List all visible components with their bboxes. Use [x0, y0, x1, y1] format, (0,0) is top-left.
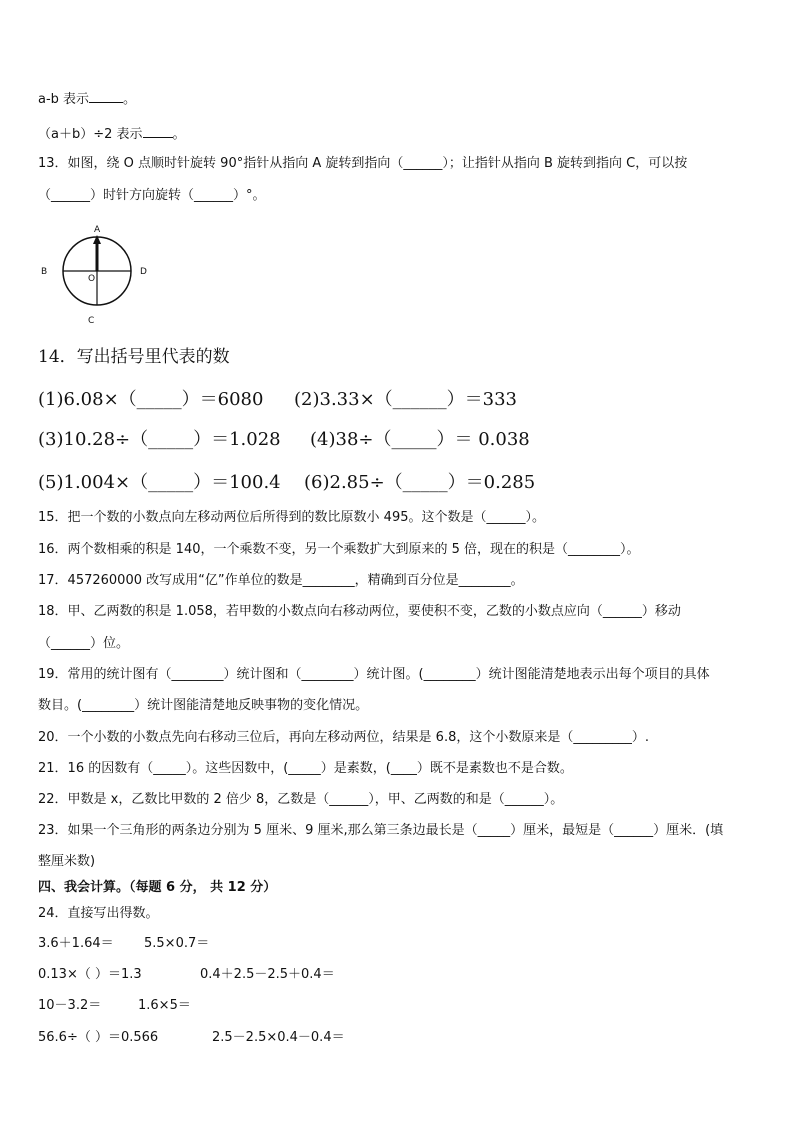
calc-1a: 3.6＋1.64＝ [38, 936, 114, 951]
line-a-minus-b [38, 90, 136, 108]
q14-eq3: (3)10.28÷（_____）＝1.028 [38, 429, 281, 450]
calc-1b: 5.5×0.7＝ [144, 936, 210, 951]
question-23-line2: 整厘米数) [38, 854, 96, 869]
question-23-line1: 23．如果一个三角形的两条边分别为 5 厘米、9 厘米,那么第三条边最长是（_____）厘米，最短是（______）厘米．(填 [38, 823, 724, 838]
question-19-line2: 数目。(________）统计图能清楚地反映事物的变化情况。 [38, 698, 369, 713]
question-20: 20．一个小数的小数点先向右移动三位后，再向左移动两位，结果是 6.8，这个小数原来是（_________）. [38, 730, 649, 745]
q14-eq2: (2)3.33×（______）＝333 [294, 389, 518, 410]
question-19-line1: 19．常用的统计图有（________）统计图和（________）统计图。(________）统计图能清楚地表示出每个项目的具体 [38, 667, 710, 682]
line-avg [38, 125, 186, 143]
answer-blank[interactable] [89, 90, 123, 103]
calc-2b: 0.4＋2.5－2.5＋0.4＝ [200, 967, 335, 982]
compass-diagram [38, 222, 158, 327]
q14-eq6: (6)2.85÷（_____）＝0.285 [304, 472, 536, 493]
q14-eq1: (1)6.08×（_____）＝6080 [38, 389, 264, 410]
question-14-title: 14．写出括号里代表的数 [38, 347, 230, 367]
answer-blank[interactable] [143, 125, 173, 138]
question-17: 17．457260000 改写成用“亿”作单位的数是________，精确到百分位是________。 [38, 573, 524, 588]
question-13-line2: （______）时针方向旋转（______）°。 [38, 188, 266, 203]
label-c: C [88, 316, 95, 326]
question-22: 22．甲数是 x，乙数比甲数的 2 倍少 8，乙数是（______），甲、乙两数的和是（______）。 [38, 792, 564, 807]
label-b: B [41, 267, 48, 277]
q14-eq5: (5)1.004×（_____）＝100.4 [38, 472, 281, 493]
question-24: 24．直接写出得数。 [38, 906, 159, 921]
question-18-line2: （______）位。 [38, 636, 130, 651]
q14-eq4: (4)38÷（_____）＝ 0.038 [310, 429, 530, 450]
calc-2a: 0.13×（ ）＝1.3 [38, 967, 142, 982]
line-end: 。 [123, 92, 137, 107]
calc-4a: 56.6÷（ ）＝0.566 [38, 1030, 159, 1045]
label-d: D [140, 267, 147, 277]
label-a: A [94, 225, 101, 235]
pointer-arrowhead-icon [93, 235, 101, 244]
line-end: 。 [172, 127, 186, 142]
section-4-heading: 四、我会计算。（每题 6 分， 共 12 分） [38, 880, 277, 895]
label-o: O [88, 274, 96, 284]
calc-4b: 2.5－2.5×0.4－0.4＝ [212, 1030, 345, 1045]
question-18-line1: 18．甲、乙两数的积是 1.058，若甲数的小数点向右移动两位，要使积不变，乙数的小数点应向（______）移动 [38, 604, 681, 619]
calc-3a: 10－3.2＝ [38, 998, 102, 1013]
question-16: 16．两个数相乘的积是 140，一个乘数不变，另一个乘数扩大到原来的 5 倍，现在的积是（________）。 [38, 542, 640, 557]
question-15: 15．把一个数的小数点向左移动两位后所得到的数比原数小 495。这个数是（______）。 [38, 510, 545, 525]
question-13-line1: 13．如图，绕 O 点顺时针旋转 90°指针从指向 A 旋转到指向（______）；让指针从指向 B 旋转到指向 C，可以按 [38, 156, 688, 171]
question-21: 21．16 的因数有（_____）。这些因数中，(_____）是素数，(____）既不是素数也不是合数。 [38, 761, 573, 776]
calc-3b: 1.6×5＝ [138, 998, 191, 1013]
line-a-minus-b-text: a-b 表示 [38, 92, 90, 107]
line-avg-text: （a＋b）÷2 表示 [38, 127, 143, 142]
